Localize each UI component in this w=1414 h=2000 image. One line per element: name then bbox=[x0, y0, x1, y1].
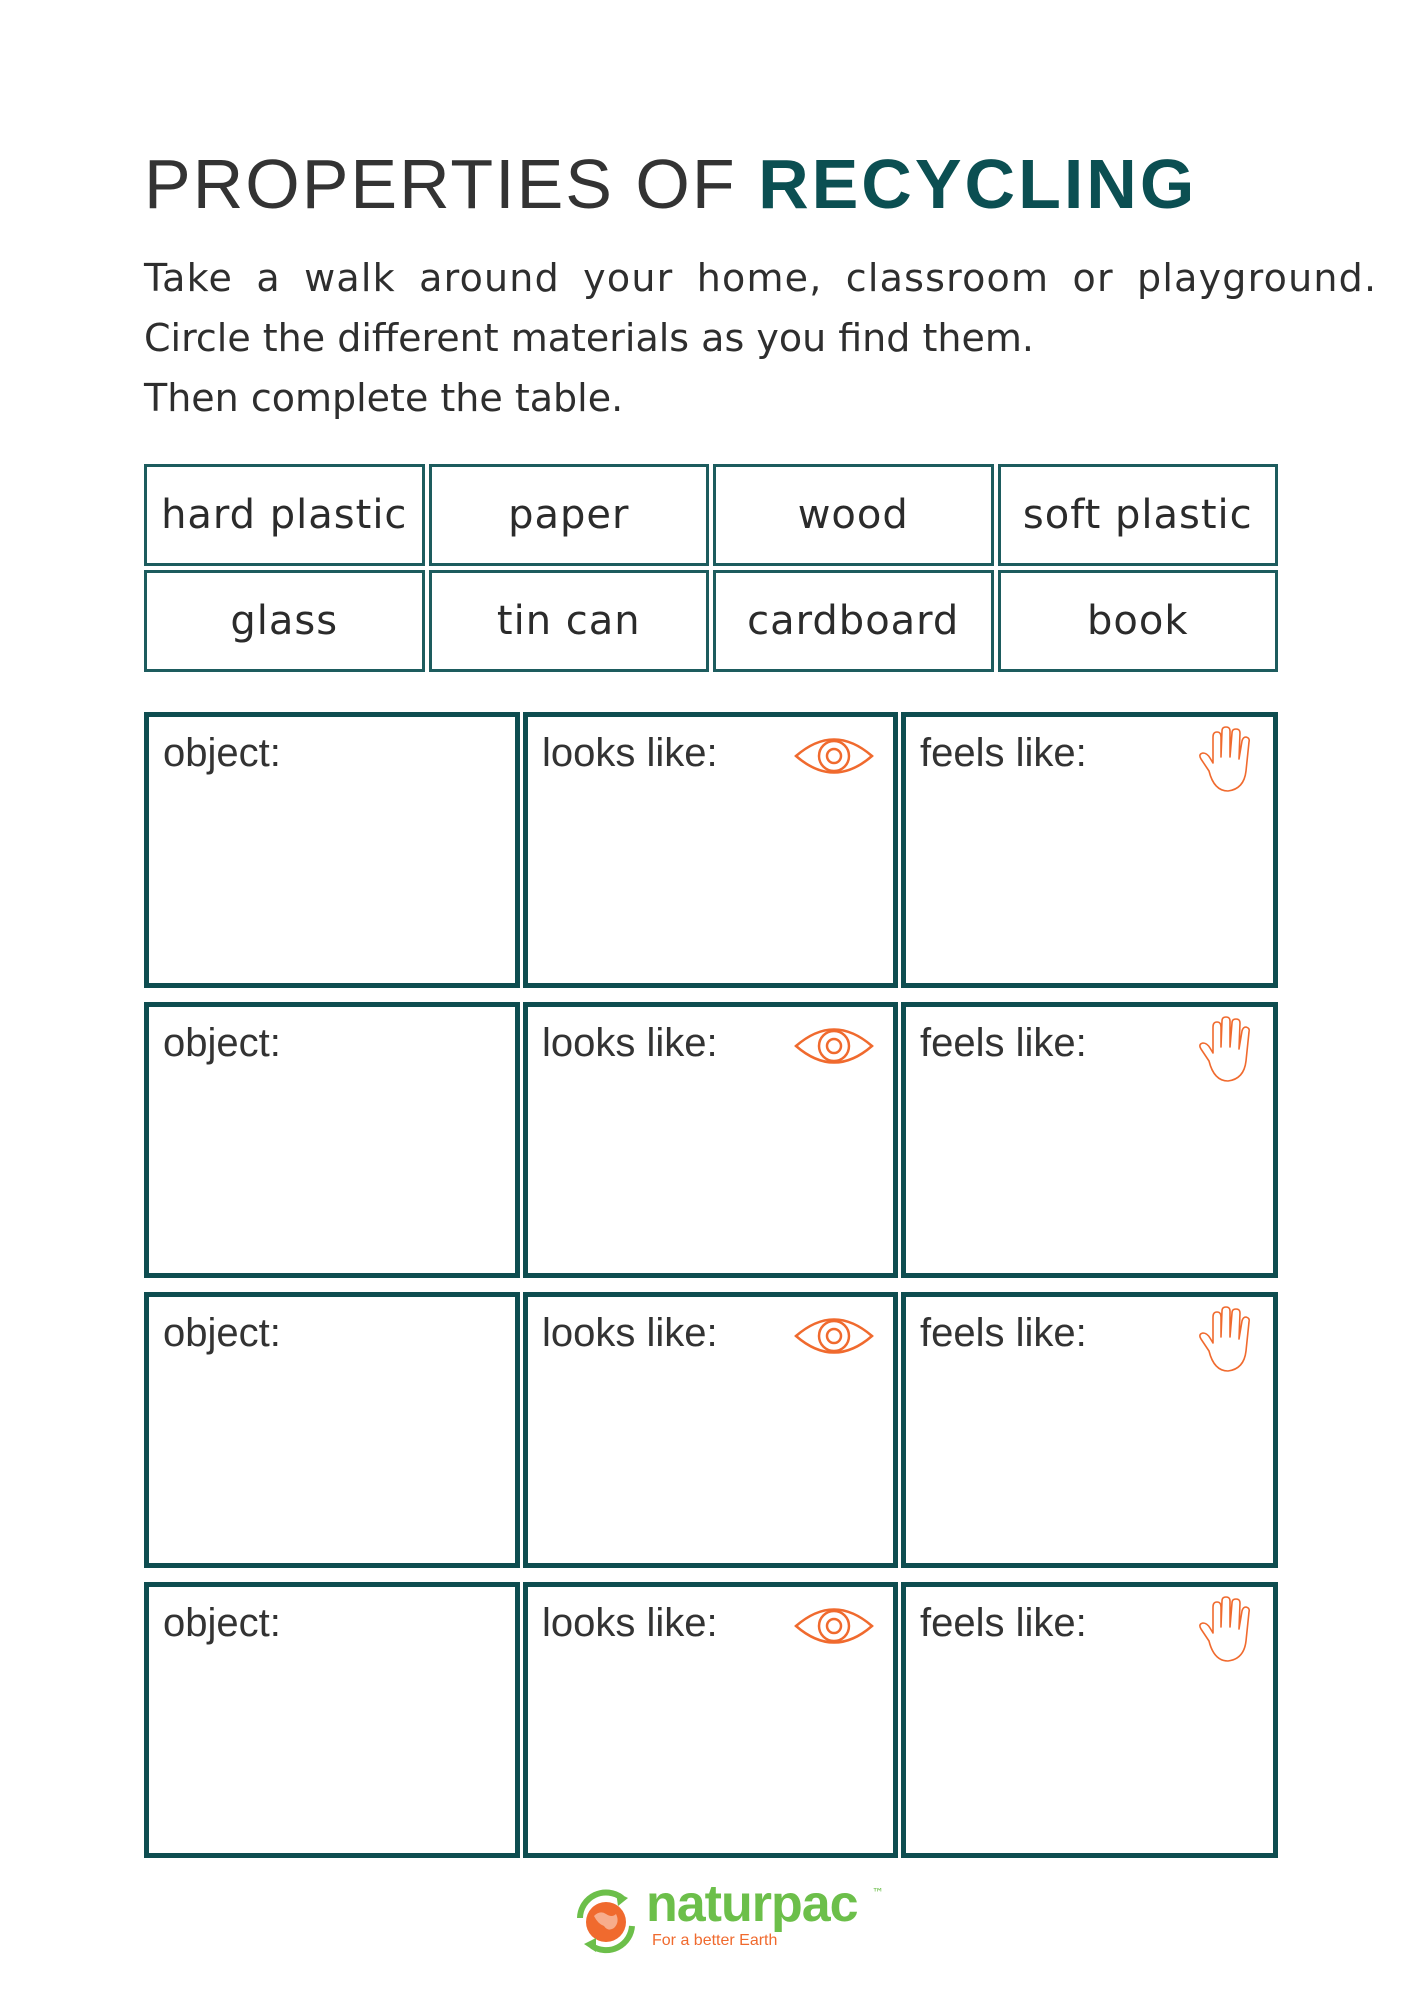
observation-row bbox=[144, 712, 1278, 988]
logo-tagline: For a better Earth bbox=[652, 1932, 778, 1949]
object-cell[interactable] bbox=[144, 1582, 520, 1858]
eye-icon bbox=[793, 1601, 875, 1651]
title-prefix: PROPERTIES OF bbox=[144, 145, 737, 223]
feels-like-label: feels like: bbox=[920, 1601, 1087, 1645]
naturpac-logo bbox=[572, 1875, 884, 1960]
feels-like-cell[interactable] bbox=[901, 712, 1278, 988]
material-book[interactable]: book bbox=[998, 570, 1279, 672]
instruction-line: Take a walk around your home, classroom or playground. bbox=[144, 256, 1378, 300]
page-title bbox=[144, 144, 1197, 224]
observation-row bbox=[144, 1582, 1278, 1858]
recycle-globe-icon bbox=[572, 1888, 640, 1956]
object-label: object: bbox=[163, 731, 281, 775]
feels-like-label: feels like: bbox=[920, 1311, 1087, 1355]
object-label: object: bbox=[163, 1601, 281, 1645]
looks-like-label: looks like: bbox=[542, 1601, 718, 1645]
observation-row bbox=[144, 1292, 1278, 1568]
object-cell[interactable] bbox=[144, 1002, 520, 1278]
material-wood[interactable]: wood bbox=[713, 464, 994, 566]
material-paper[interactable]: paper bbox=[429, 464, 710, 566]
observation-row bbox=[144, 1002, 1278, 1278]
instructions bbox=[144, 248, 1378, 428]
material-tin-can[interactable]: tin can bbox=[429, 570, 710, 672]
observation-table bbox=[144, 712, 1278, 1872]
eye-icon bbox=[793, 731, 875, 781]
hand-icon bbox=[1195, 1015, 1257, 1085]
feels-like-cell[interactable] bbox=[901, 1002, 1278, 1278]
title-accent: RECYCLING bbox=[758, 145, 1198, 223]
material-hard-plastic[interactable]: hard plastic bbox=[144, 464, 425, 566]
object-label: object: bbox=[163, 1021, 281, 1065]
looks-like-cell[interactable] bbox=[523, 1002, 898, 1278]
looks-like-cell[interactable] bbox=[523, 712, 898, 988]
looks-like-cell[interactable] bbox=[523, 1292, 898, 1568]
looks-like-cell[interactable] bbox=[523, 1582, 898, 1858]
hand-icon bbox=[1195, 1305, 1257, 1375]
object-label: object: bbox=[163, 1311, 281, 1355]
logo-name: naturpac bbox=[646, 1875, 858, 1933]
instruction-line: Circle the different materials as you find them. bbox=[144, 316, 1034, 360]
looks-like-label: looks like: bbox=[542, 1311, 718, 1355]
material-cardboard[interactable]: cardboard bbox=[713, 570, 994, 672]
looks-like-label: looks like: bbox=[542, 1021, 718, 1065]
object-cell[interactable] bbox=[144, 1292, 520, 1568]
eye-icon bbox=[793, 1311, 875, 1361]
feels-like-label: feels like: bbox=[920, 731, 1087, 775]
material-soft-plastic[interactable]: soft plastic bbox=[998, 464, 1279, 566]
feels-like-label: feels like: bbox=[920, 1021, 1087, 1065]
feels-like-cell[interactable] bbox=[901, 1292, 1278, 1568]
object-cell[interactable] bbox=[144, 712, 520, 988]
hand-icon bbox=[1195, 1595, 1257, 1665]
looks-like-label: looks like: bbox=[542, 731, 718, 775]
eye-icon bbox=[793, 1021, 875, 1071]
feels-like-cell[interactable] bbox=[901, 1582, 1278, 1858]
logo-trademark: ™ bbox=[872, 1886, 884, 1900]
materials-table bbox=[144, 464, 1278, 672]
hand-icon bbox=[1195, 725, 1257, 795]
instruction-line: Then complete the table. bbox=[144, 376, 624, 420]
material-glass[interactable]: glass bbox=[144, 570, 425, 672]
